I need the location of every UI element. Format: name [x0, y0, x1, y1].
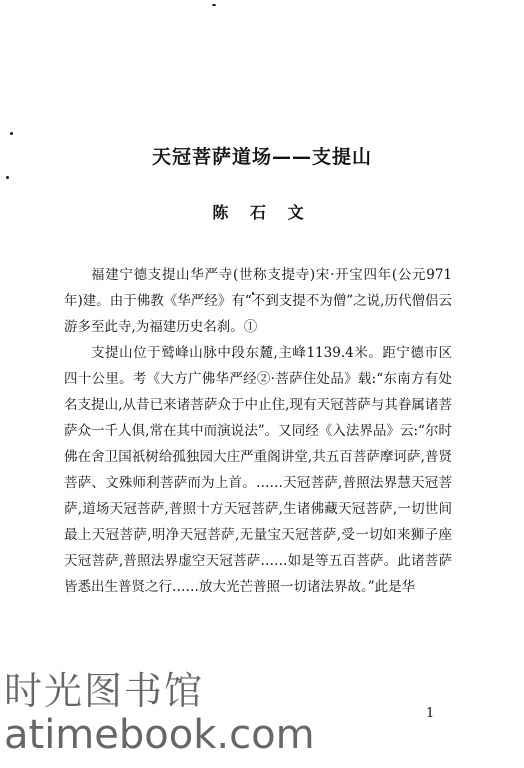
page-number: 1	[426, 706, 435, 721]
scan-speck	[212, 4, 216, 6]
watermark-url: atimebook.com	[4, 712, 315, 758]
paragraph: 福建宁德支提山华严寺(世称支提寺)宋·开宝四年(公元971年)建。由于佛教《华严经》有“不到支提不为僧”之说,历代僧侣云游多至此寺,为福建历史名刹。①	[64, 267, 452, 335]
watermark-chinese: 时光图书馆	[4, 669, 205, 713]
scan-speck	[10, 132, 13, 135]
article-title: 天冠菩萨道场——支提山	[151, 146, 372, 168]
article-body	[64, 262, 452, 600]
scan-speck	[6, 176, 9, 179]
paragraph: 支提山位于鹫峰山脉中段东麓,主峰1139.4米。距宁德市区四十公里。考《大方广佛华严经②·菩萨住处品》载:“东南方有处名支提山,从昔已来诸菩萨众于中止住,现有天冠菩萨与其眷属诸菩萨众一千人俱,常在其中而演说法”。又同经《入法界品》云:“尔时佛在舍卫国祇树给孤独园大庄严重阁讲堂,共五百菩萨摩诃萨,普贤菩萨、文殊师利菩萨而为上首。……天冠菩萨,普照法界慧天冠菩萨,道场天冠菩萨,普照十方天冠菩萨,生诸佛藏天冠菩萨,一切世间最上天冠菩萨,明净天冠菩萨,无量宝天冠菩萨,受一切如来狮子座天冠菩萨,普照法界虚空天冠菩萨……如是等五百菩萨。此诸菩萨皆悉出生普贤之行……放大光芒普照一切诸法界故。”此是华	[64, 345, 452, 595]
author-name: 陈 石 文	[212, 203, 312, 222]
